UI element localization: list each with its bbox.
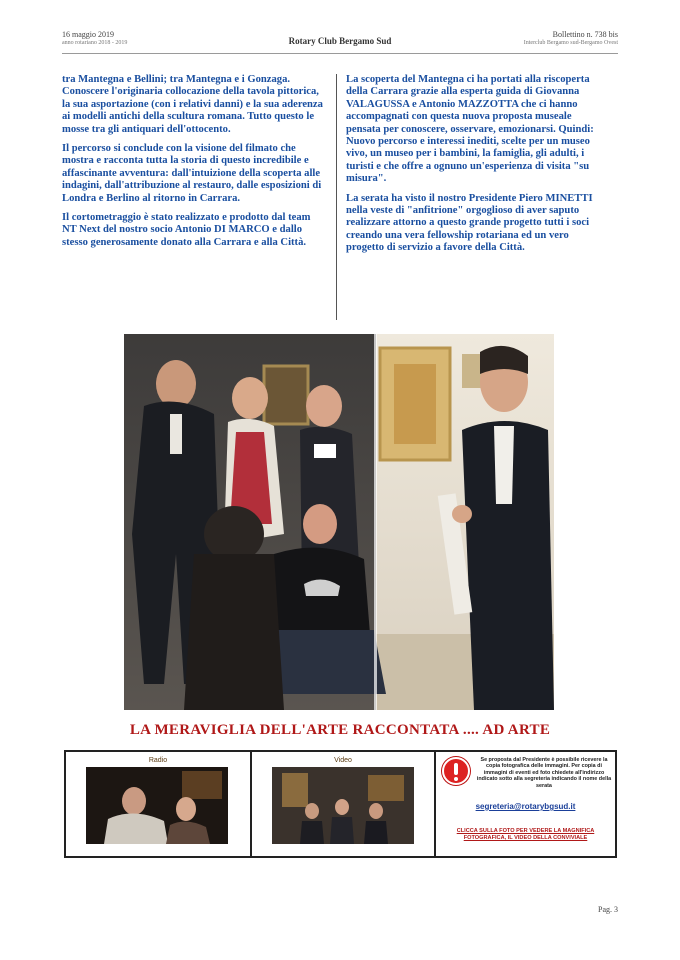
article-paragraph: La scoperta del Mantegna ci ha portati alla riscoperta della Carrara grazie alla esperta guida di Giovanna VALAGUSSA e Antonio MAZZOTTA che ci hanno accompagnati con questa nuova proposta museale pensata per conoscere, osservare, emozionarsi. Quindi: Nuovo percorso e interessi inediti, scelte per un museo vivo, un museo per i bambini, la famiglia, gli adulti, i turisti e che offre a ognuno un'esperienza di visita "su misura". <box>346 74 594 185</box>
header-bulletin-block <box>524 30 618 48</box>
article-paragraph: tra Mantegna e Bellini; tra Mantegna e i Gonzaga. Conoscere l'originaria collocazione della tavola pittorica, la sua asportazione (con i relativi danni) e la sua aderenza ai modelli antichi della scultura romana. Tutto questo le mosse tra gli antiquari dell'ottocento. <box>62 74 323 135</box>
page-header <box>62 26 618 54</box>
section-headline: LA MERAVIGLIA DELL'ARTE RACCONTATA .... AD ARTE <box>129 722 551 738</box>
info-photo-link[interactable]: CLICCA SULLA FOTO PER VEDERE LA MAGNIFICA FOTOGRAFICA, IL VIDEO DELLA CONVIVIALE <box>456 828 595 841</box>
article-paragraph: La serata ha visto il nostro Presidente Piero MINETTI nella veste di "anfitrione" orgoglioso di aver saputo realizzare attorno a questo grande progetto tutti i soci creando una vera fellowship rotariana ed un vero progetto di servizio a favore della Città. <box>346 192 593 254</box>
header-bulletin-number: Bollettino n. 738 bis <box>552 30 618 39</box>
info-panel <box>434 752 615 856</box>
article-paragraph: Il cortometraggio è stato realizzato e prodotto dal team NT Next del nostro socio Antonio DI MARCO e dallo stesso generosamente donato alla Carrara e alla Città. <box>62 212 311 248</box>
video-panel[interactable] <box>250 752 434 856</box>
article-right-column <box>346 74 608 262</box>
column-divider <box>336 74 337 320</box>
header-club-title: Rotary Club Bergamo Sud <box>288 36 392 46</box>
page-number: Pag. 3 <box>598 905 618 914</box>
video-title: Video <box>334 757 352 764</box>
video-thumbnail-illustration <box>86 767 228 844</box>
video-panel[interactable] <box>66 752 250 856</box>
video-thumbnail[interactable] <box>272 767 414 844</box>
header-date-sub: anno rotariano 2018 - 2019 <box>62 40 128 46</box>
event-photo[interactable] <box>124 334 554 710</box>
video-thumbnail-illustration <box>272 767 414 844</box>
info-email-link[interactable]: segreteria@rotarybgsud.it <box>475 802 576 811</box>
media-strip <box>64 750 617 858</box>
article-left-column <box>62 74 324 256</box>
header-date: 16 maggio 2019 <box>62 30 114 39</box>
event-photo-illustration <box>124 334 554 710</box>
header-bulletin-sub: Interclub Bergamo sud-Bergamo Ovest <box>523 40 618 46</box>
info-text: Se proposta dal Presidente è possibile ricevere la copia fotografica delle immagini. Per copia di immagini di eventi ed foto chiedete all'indirizzo indicato sotto alla segreteria indicando il nome della serata <box>476 757 612 789</box>
alert-icon <box>442 757 470 785</box>
video-thumbnail[interactable] <box>86 767 228 844</box>
video-title: Radio <box>148 757 168 764</box>
article-paragraph: Il percorso si conclude con la visione del filmato che mostra e racconta tutta la storia di questo incredibile e affascinante avventura: dall'intuizione della scoperta alle indagini, dall'attribuzione al restauro, dalle esposizioni di Londra e Berlino al ritorno in Carrara. <box>62 143 322 204</box>
